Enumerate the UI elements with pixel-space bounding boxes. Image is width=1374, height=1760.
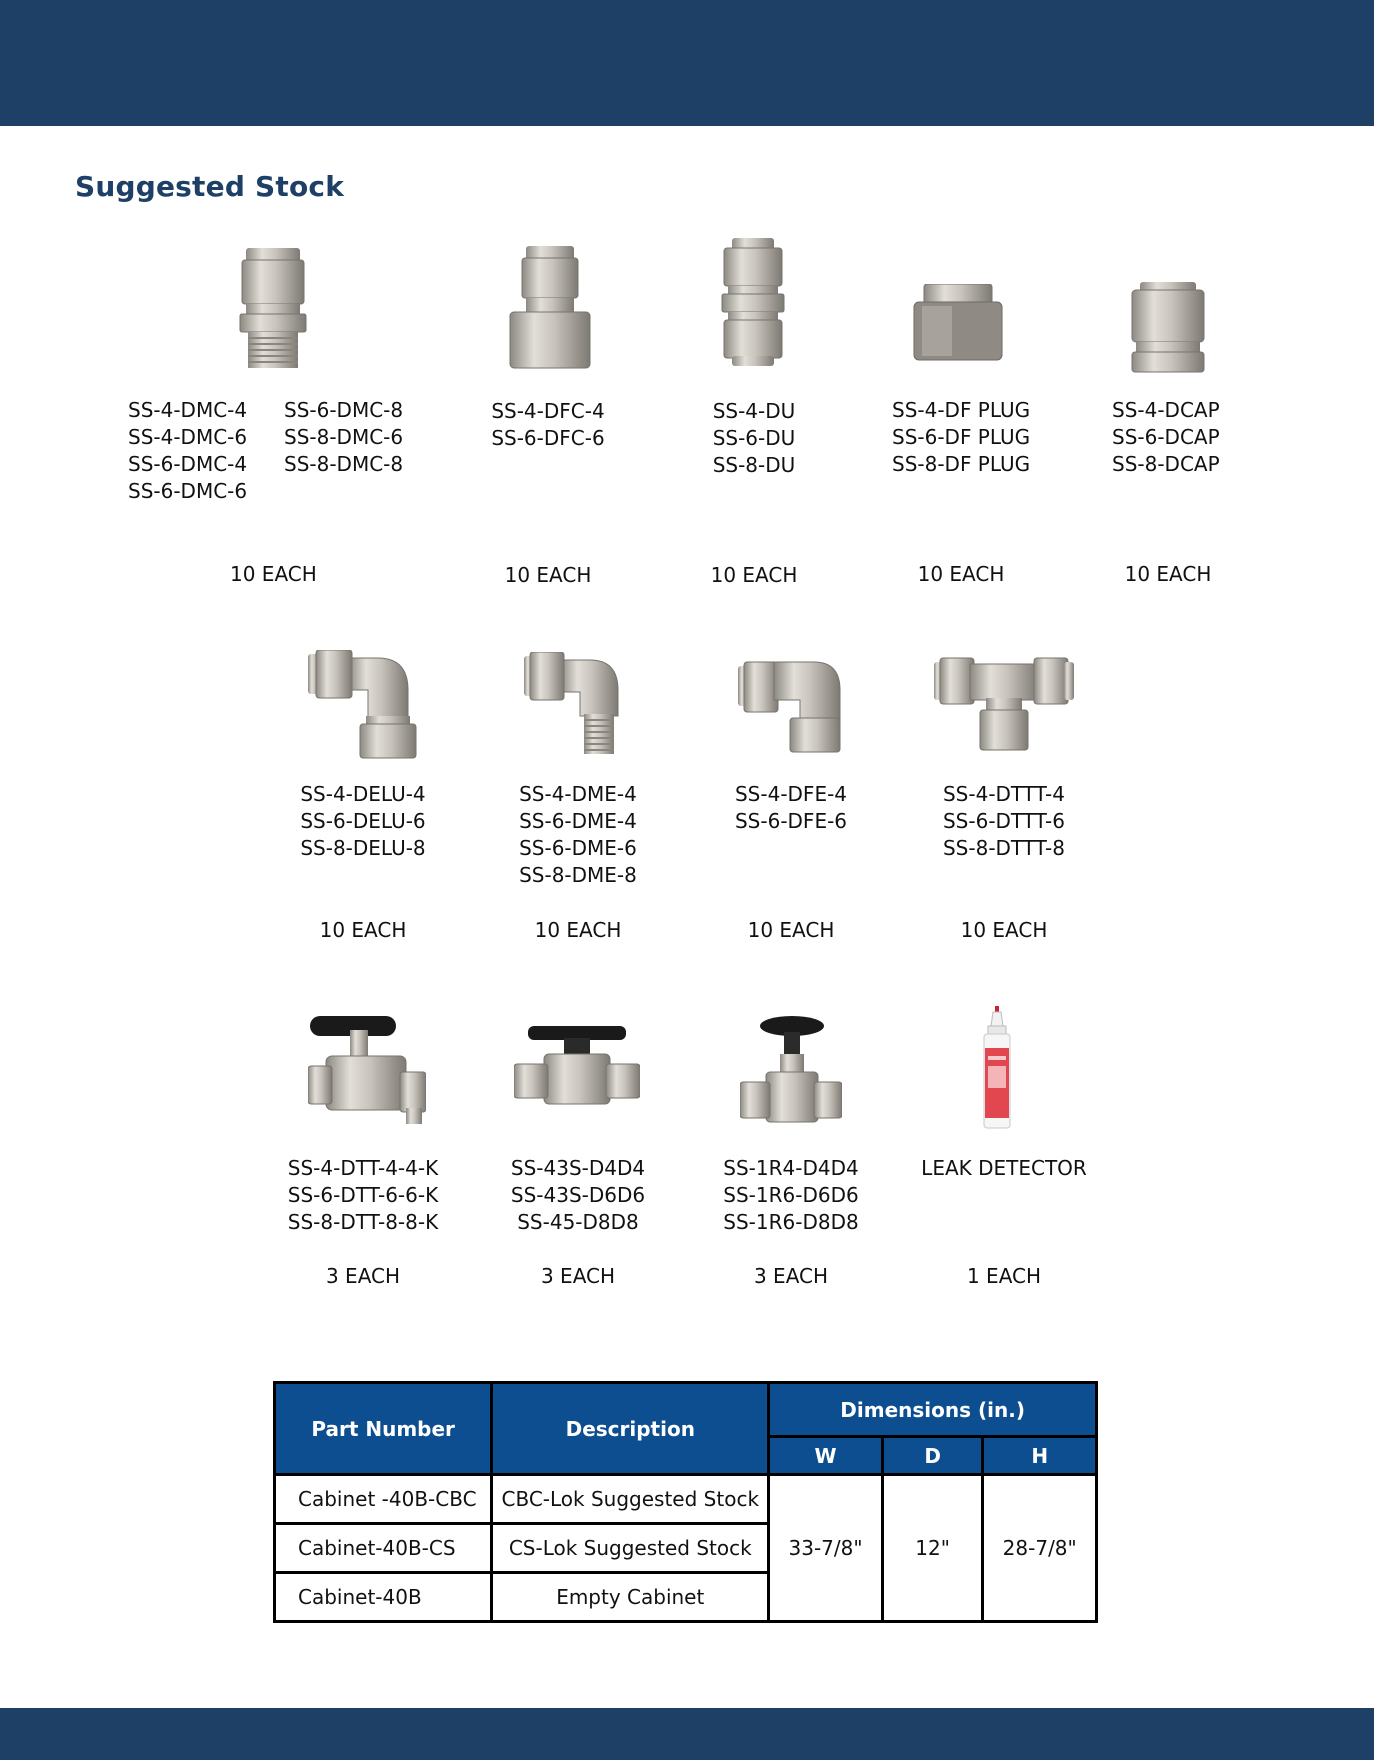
plug-valve-icon [514, 1024, 640, 1108]
quantity-label: 3 EACH [753, 1264, 829, 1288]
height-value: 28-7/8" [983, 1475, 1097, 1622]
plug-icon [912, 284, 1004, 364]
header-width: W [769, 1437, 883, 1475]
header-depth: D [882, 1437, 983, 1475]
part-list: SS-4-DELU-4 SS-6-DELU-6 SS-8-DELU-8 [300, 782, 426, 860]
part-list: SS-4-DU SS-6-DU SS-8-DU [712, 399, 796, 477]
quantity-label: 10 EACH [710, 563, 798, 587]
part-number-cell: Cabinet-40B [275, 1573, 492, 1622]
female-elbow-icon [738, 660, 844, 756]
part-list: SS-4-DCAP SS-6-DCAP SS-8-DCAP [1112, 398, 1220, 476]
union-icon [720, 238, 786, 366]
quantity-label: 10 EACH [747, 918, 835, 942]
depth-value: 12" [882, 1475, 983, 1622]
header-height: H [983, 1437, 1097, 1475]
part-list: SS-6-DMC-8 SS-8-DMC-6 SS-8-DMC-8 [284, 398, 404, 476]
width-value: 33-7/8" [769, 1475, 883, 1622]
part-list: SS-4-DME-4 SS-6-DME-4 SS-6-DME-6 SS-8-DME-8 [519, 782, 637, 887]
leak-detector-bottle-icon [982, 1006, 1012, 1132]
top-banner [0, 0, 1374, 126]
part-list: SS-1R4-D4D4 SS-1R6-D6D6 SS-1R6-D8D8 [723, 1156, 859, 1234]
part-list: SS-4-DTTT-4 SS-6-DTTT-6 SS-8-DTTT-8 [942, 782, 1065, 860]
part-list: SS-4-DTT-4-4-K SS-6-DTT-6-6-K SS-8-DTT-8-8-K [287, 1156, 439, 1234]
part-list: SS-4-DFE-4 SS-6-DFE-6 [734, 782, 848, 833]
cap-icon [1128, 282, 1208, 374]
part-list: SS-4-DMC-4 SS-4-DMC-6 SS-6-DMC-4 SS-6-DMC-6 [128, 398, 248, 503]
tee-icon [934, 656, 1074, 754]
union-elbow-icon [308, 650, 420, 760]
ball-valve-icon [308, 1016, 426, 1128]
quantity-label: 10 EACH [917, 562, 1005, 586]
quantity-label: 10 EACH [1124, 562, 1212, 586]
quantity-label: 10 EACH [504, 563, 592, 587]
female-connector-icon [508, 244, 592, 370]
bottom-banner [0, 1708, 1374, 1760]
male-connector-icon [238, 246, 308, 372]
table-row [275, 1475, 1097, 1524]
male-elbow-icon [524, 652, 630, 756]
description-cell: CS-Lok Suggested Stock [492, 1524, 769, 1573]
quantity-label: 1 EACH [966, 1264, 1042, 1288]
description-cell: CBC-Lok Suggested Stock [492, 1475, 769, 1524]
header-description: Description [492, 1383, 769, 1475]
quantity-label: 3 EACH [540, 1264, 616, 1288]
part-list: SS-43S-D4D4 SS-43S-D6D6 SS-45-D8D8 [510, 1156, 646, 1234]
description-cell: Empty Cabinet [492, 1573, 769, 1622]
header-dimensions: Dimensions (in.) [769, 1383, 1097, 1437]
cabinet-spec-table [273, 1381, 1098, 1623]
quantity-label: 10 EACH [319, 918, 407, 942]
quantity-label: 3 EACH [325, 1264, 401, 1288]
quantity-label: 10 EACH [960, 918, 1048, 942]
part-number-cell: Cabinet -40B-CBC [275, 1475, 492, 1524]
quantity-label: 10 EACH [230, 562, 317, 586]
quantity-label: 10 EACH [534, 918, 622, 942]
page-title: Suggested Stock [75, 170, 345, 203]
part-list: SS-4-DF PLUG SS-6-DF PLUG SS-8-DF PLUG [892, 398, 1031, 476]
needle-valve-icon [740, 1014, 842, 1126]
part-list: LEAK DETECTOR [921, 1156, 1087, 1180]
part-number-cell: Cabinet-40B-CS [275, 1524, 492, 1573]
part-list: SS-4-DFC-4 SS-6-DFC-6 [491, 399, 605, 450]
header-part-number: Part Number [275, 1383, 492, 1475]
